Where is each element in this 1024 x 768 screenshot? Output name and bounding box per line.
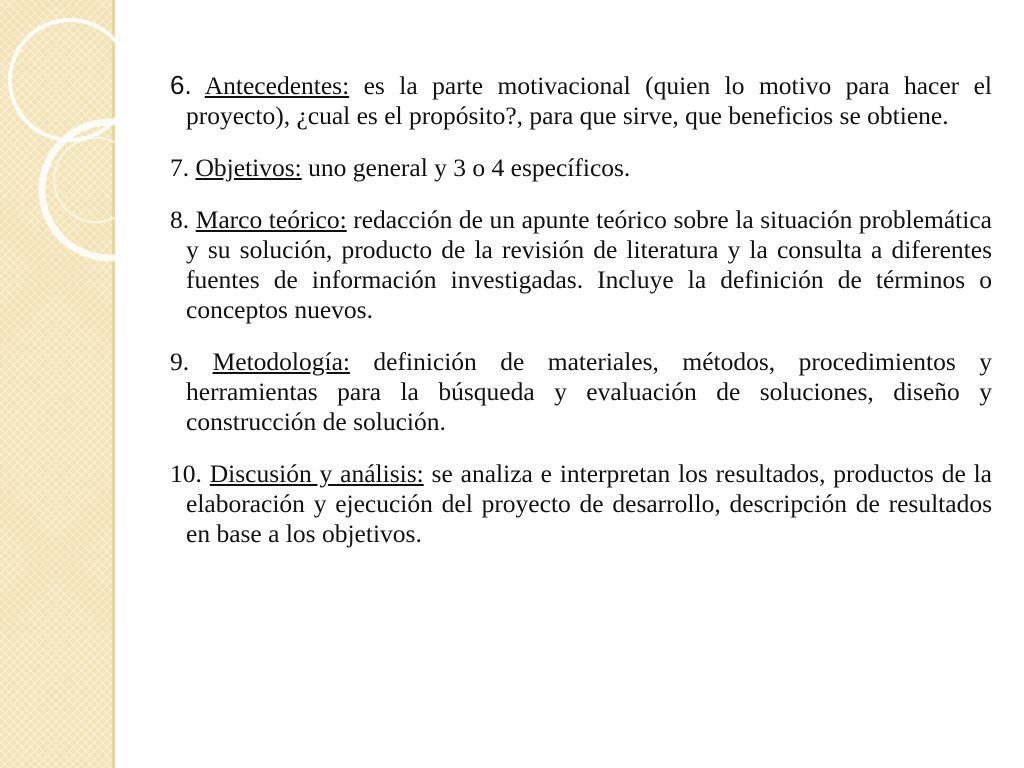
list-item [170,205,992,325]
item-number: 9. [170,347,190,376]
item-term: Discusión y análisis: [209,459,424,488]
item-number: 10. [170,459,202,488]
list-item [170,347,992,437]
item-term: Antecedentes: [204,71,350,100]
item-number: 7. [170,153,190,182]
item-text: redacción de un apunte teórico sobre la situación problemática y su solución, producto de la revisión de literatura y la consulta a diferentes fuentes de información investigadas. Incluye la definición de términos o conceptos nuevos. [186,205,992,324]
item-text: definición de materiales, métodos, procedimientos y herramientas para la búsqueda y evaluación de soluciones, diseño y construcción de solución. [186,347,992,436]
list-item [170,70,992,131]
item-text: es la parte motivacional (quien lo motivo para hacer el proyecto), ¿cual es el propósito?, para que sirve, que beneficios se obtiene. [186,71,993,130]
ring-small [54,138,138,222]
item-term: Objetivos: [195,153,302,182]
item-term: Marco teórico: [195,205,347,234]
item-text: se analiza e interpretan los resultados, productos de la elaboración y ejecución del proyecto de desarrollo, descripción de resultados en base a los objetivos. [186,459,993,548]
item-term: Metodología: [212,347,350,376]
content-area [170,70,992,571]
item-text: uno general y 3 o 4 específicos. [301,153,631,182]
ring-bottom [42,122,178,258]
list-item [170,153,992,183]
item-number: 6. [170,70,192,100]
list-item [170,459,992,549]
item-number: 8. [170,205,190,234]
